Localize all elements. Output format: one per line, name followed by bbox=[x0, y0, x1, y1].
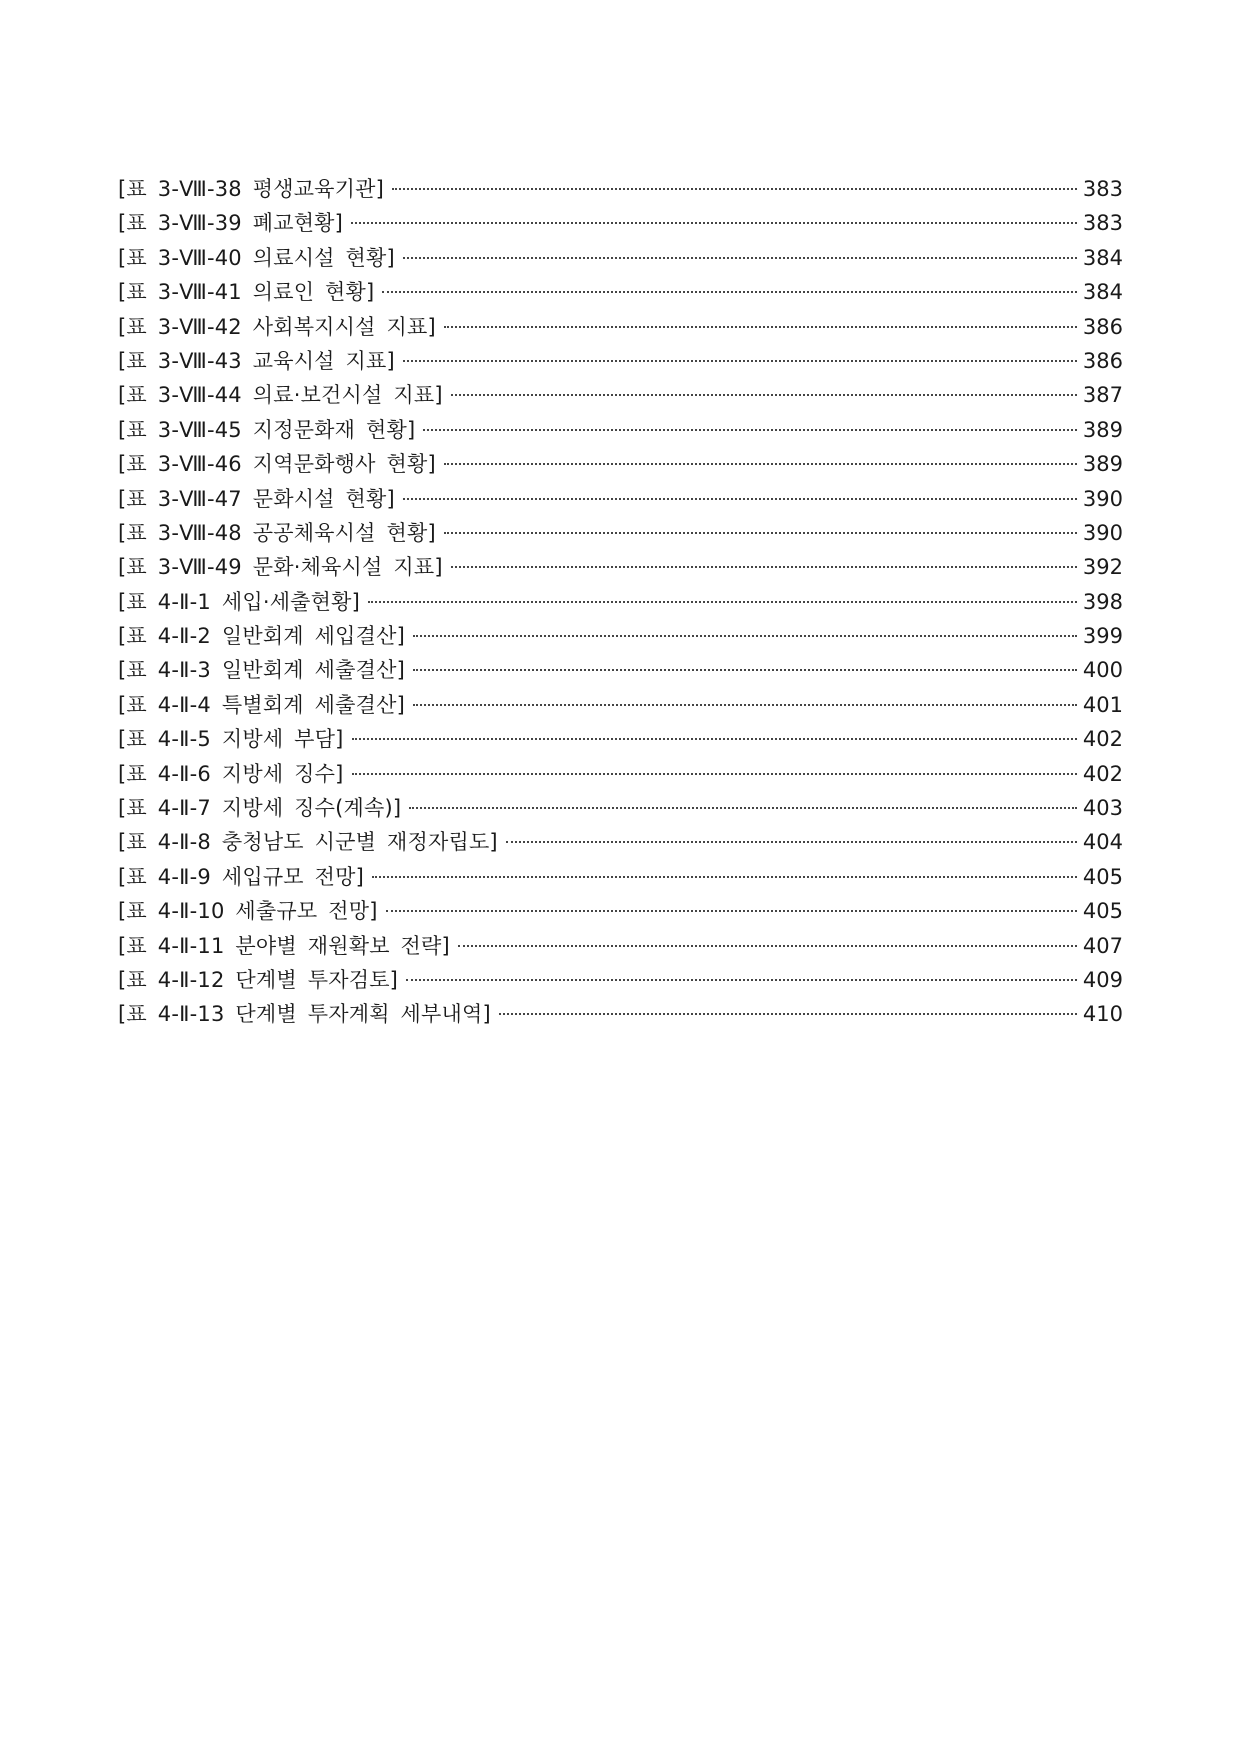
toc-entry[interactable] bbox=[118, 619, 1123, 653]
toc-entry[interactable] bbox=[118, 310, 1123, 344]
dot-leader bbox=[403, 360, 1077, 362]
dot-leader bbox=[386, 910, 1077, 912]
toc-entry[interactable] bbox=[118, 378, 1123, 412]
toc-entry-page-number: 384 bbox=[1082, 280, 1123, 305]
dot-leader bbox=[444, 326, 1077, 328]
toc-entry[interactable] bbox=[118, 997, 1123, 1031]
dot-leader bbox=[444, 463, 1077, 465]
toc-entry[interactable] bbox=[118, 241, 1123, 275]
toc-entry[interactable] bbox=[118, 275, 1123, 309]
toc-entry-title: [표 3-Ⅷ-46 지역문화행사 현황] bbox=[118, 452, 436, 477]
toc-entry[interactable] bbox=[118, 413, 1123, 447]
dot-leader bbox=[351, 222, 1077, 224]
dot-leader bbox=[451, 566, 1077, 568]
toc-entry[interactable] bbox=[118, 894, 1123, 928]
dot-leader bbox=[352, 738, 1077, 740]
toc-entry-title: [표 3-Ⅷ-49 문화·체육시설 지표] bbox=[118, 555, 443, 580]
toc-entry-page-number: 399 bbox=[1082, 624, 1123, 649]
toc-entry[interactable] bbox=[118, 344, 1123, 378]
toc-entry-title: [표 4-Ⅱ-11 분야별 재원확보 전략] bbox=[118, 933, 450, 958]
toc-entry-page-number: 389 bbox=[1082, 417, 1123, 442]
toc-entry-page-number: 410 bbox=[1082, 1002, 1123, 1027]
dot-leader bbox=[458, 945, 1077, 947]
toc-entry-page-number: 409 bbox=[1082, 967, 1123, 992]
toc-entry[interactable] bbox=[118, 482, 1123, 516]
toc-entry-page-number: 398 bbox=[1082, 589, 1123, 614]
toc-entry-title: [표 4-Ⅱ-10 세출규모 전망] bbox=[118, 899, 378, 924]
toc-entry[interactable] bbox=[118, 447, 1123, 481]
toc-entry-title: [표 4-Ⅱ-9 세입규모 전망] bbox=[118, 864, 365, 889]
dot-leader bbox=[409, 807, 1077, 809]
toc-entry-title: [표 3-Ⅷ-48 공공체육시설 현황] bbox=[118, 520, 436, 545]
toc-entry[interactable] bbox=[118, 585, 1123, 619]
toc-entry-title: [표 4-Ⅱ-1 세입·세출현황] bbox=[118, 589, 361, 614]
toc-entry-title: [표 4-Ⅱ-3 일반회계 세출결산] bbox=[118, 658, 405, 683]
dot-leader bbox=[413, 669, 1077, 671]
dot-leader bbox=[352, 773, 1077, 775]
toc-entry[interactable] bbox=[118, 516, 1123, 550]
toc-entry[interactable] bbox=[118, 172, 1123, 206]
dot-leader bbox=[413, 635, 1077, 637]
toc-entry-page-number: 392 bbox=[1082, 555, 1123, 580]
toc-entry-page-number: 386 bbox=[1082, 348, 1123, 373]
toc-entry-title: [표 4-Ⅱ-6 지방세 징수] bbox=[118, 761, 344, 786]
dot-leader bbox=[423, 429, 1077, 431]
toc-entry-page-number: 402 bbox=[1082, 727, 1123, 752]
dot-leader bbox=[413, 704, 1077, 706]
dot-leader bbox=[403, 257, 1077, 259]
toc-entry-page-number: 405 bbox=[1082, 899, 1123, 924]
toc-entry-title: [표 4-Ⅱ-8 충청남도 시군별 재정자립도] bbox=[118, 830, 498, 855]
toc-entry-page-number: 403 bbox=[1082, 796, 1123, 821]
dot-leader bbox=[451, 394, 1077, 396]
toc-entry-title: [표 3-Ⅷ-43 교육시설 지표] bbox=[118, 348, 395, 373]
toc-entry-title: [표 3-Ⅷ-47 문화시설 현황] bbox=[118, 486, 395, 511]
toc-entry-title: [표 3-Ⅷ-38 평생교육기관] bbox=[118, 177, 385, 201]
dot-leader bbox=[406, 979, 1077, 981]
dot-leader bbox=[499, 1013, 1077, 1015]
toc-entry[interactable] bbox=[118, 929, 1123, 963]
toc-entry-page-number: 402 bbox=[1082, 761, 1123, 786]
toc-entry-page-number: 405 bbox=[1082, 864, 1123, 889]
toc-entry-title: [표 3-Ⅷ-45 지정문화재 현황] bbox=[118, 417, 416, 442]
toc-entry-title: [표 4-Ⅱ-5 지방세 부담] bbox=[118, 727, 344, 752]
toc-entry-page-number: 387 bbox=[1082, 383, 1123, 408]
toc-entry[interactable] bbox=[118, 757, 1123, 791]
dot-leader bbox=[403, 498, 1077, 500]
toc-entry-title: [표 4-Ⅱ-13 단계별 투자계획 세부내역] bbox=[118, 1002, 491, 1027]
toc-entry-title: [표 4-Ⅱ-2 일반회계 세입결산] bbox=[118, 624, 405, 649]
toc-entry[interactable] bbox=[118, 963, 1123, 997]
toc-entry-title: [표 3-Ⅷ-41 의료인 현황] bbox=[118, 280, 375, 305]
toc-entry-page-number: 386 bbox=[1082, 314, 1123, 339]
toc-entry-title: [표 3-Ⅷ-40 의료시설 현황] bbox=[118, 245, 395, 270]
toc-entry-page-number: 400 bbox=[1082, 658, 1123, 683]
table-of-contents-list bbox=[118, 172, 1123, 1032]
dot-leader bbox=[392, 188, 1077, 190]
toc-entry-title: [표 3-Ⅷ-42 사회복지시설 지표] bbox=[118, 314, 436, 339]
toc-entry[interactable] bbox=[118, 653, 1123, 687]
dot-leader bbox=[506, 841, 1077, 843]
toc-entry[interactable] bbox=[118, 550, 1123, 584]
dot-leader bbox=[444, 532, 1077, 534]
toc-entry-page-number: 407 bbox=[1082, 933, 1123, 958]
toc-entry-page-number: 404 bbox=[1082, 830, 1123, 855]
toc-entry-page-number: 389 bbox=[1082, 452, 1123, 477]
toc-entry-page-number: 390 bbox=[1082, 520, 1123, 545]
toc-entry[interactable] bbox=[118, 688, 1123, 722]
toc-entry[interactable] bbox=[118, 825, 1123, 859]
toc-entry[interactable] bbox=[118, 206, 1123, 240]
toc-entry-title: [표 3-Ⅷ-39 폐교현황] bbox=[118, 211, 344, 236]
dot-leader bbox=[372, 876, 1077, 878]
toc-entry-title: [표 4-Ⅱ-12 단계별 투자검토] bbox=[118, 967, 399, 992]
dot-leader bbox=[382, 291, 1076, 293]
toc-entry-page-number: 383 bbox=[1082, 211, 1123, 236]
toc-entry[interactable] bbox=[118, 791, 1123, 825]
toc-entry[interactable] bbox=[118, 860, 1123, 894]
toc-entry-page-number: 401 bbox=[1082, 692, 1123, 717]
toc-entry-title: [표 3-Ⅷ-44 의료·보건시설 지표] bbox=[118, 383, 443, 408]
toc-entry-page-number: 390 bbox=[1082, 486, 1123, 511]
toc-entry-title: [표 4-Ⅱ-7 지방세 징수(계속)] bbox=[118, 796, 402, 821]
toc-entry-page-number: 384 bbox=[1082, 245, 1123, 270]
toc-entry-page-number: 383 bbox=[1082, 177, 1123, 201]
toc-entry-title: [표 4-Ⅱ-4 특별회계 세출결산] bbox=[118, 692, 405, 717]
dot-leader bbox=[368, 601, 1077, 603]
toc-entry[interactable] bbox=[118, 722, 1123, 756]
